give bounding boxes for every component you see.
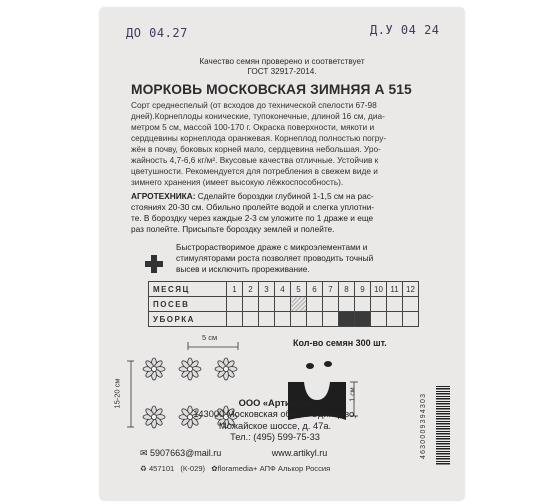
calendar-sowing-cell — [323, 297, 339, 312]
product-title: МОРКОВЬ МОСКОВСКАЯ ЗИМНЯЯ А 515 — [131, 82, 412, 97]
calendar-harvest-cell — [291, 312, 307, 327]
calendar-sowing-cell — [243, 297, 259, 312]
company-info — [140, 398, 410, 444]
calendar-harvest-cell — [387, 312, 403, 327]
footer-batch: (К-029) — [180, 464, 206, 473]
plus-line: высев и исключить прореживание. — [176, 264, 310, 274]
calendar-month-cell: 3 — [259, 282, 275, 297]
calendar-harvest-cell — [275, 312, 291, 327]
plus-icon — [144, 254, 164, 274]
calendar-row-harvest — [149, 312, 419, 327]
calendar-row-sowing — [149, 297, 419, 312]
calendar-sowing-cell — [355, 297, 371, 312]
calendar-sowing-cell — [227, 297, 243, 312]
quality-line-1: Качество семян проверено и соответствует — [199, 57, 365, 66]
agrotechnics-block — [131, 191, 441, 235]
depth-label: 1 см — [349, 387, 357, 402]
calendar-label-harvest: УБОРКА — [149, 312, 227, 327]
barcode-number: 4630009394303 — [420, 392, 427, 460]
calendar-month-cell: 4 — [275, 282, 291, 297]
footer-code: 457101 — [148, 464, 175, 473]
company-phone: Тел.: (495) 599-75-33 — [230, 432, 320, 443]
recycle-icon: ♻ — [140, 464, 147, 473]
calendar-month-cell: 1 — [227, 282, 243, 297]
variety-description — [131, 100, 441, 188]
calendar-harvest-cell — [355, 312, 371, 327]
description-line: жайность 4,7-6,6 кг/м². Вкусовые качества отличные. Устойчив к — [131, 155, 379, 165]
calendar-label-sowing: ПОСЕВ — [149, 297, 227, 312]
calendar-label-month: МЕСЯЦ — [149, 282, 227, 297]
calendar-harvest-cell — [227, 312, 243, 327]
expiry-stamp: ДО 04.27 — [126, 26, 188, 40]
calendar-sowing-cell — [307, 297, 323, 312]
footer-brand: floramedia+ — [217, 464, 258, 473]
description-line: Сорт среднеспелый (от всходов до технической спелости 67-98 — [131, 100, 377, 110]
calendar-month-cell: 9 — [355, 282, 371, 297]
calendar-harvest-cell — [259, 312, 275, 327]
seed-count-value: 300 шт. — [355, 338, 387, 348]
brand-logo-icon: ✿ — [211, 464, 218, 473]
spacing-label: 5 см — [202, 333, 218, 342]
calendar-month-cell: 5 — [291, 282, 307, 297]
seed-packet-back — [100, 8, 464, 500]
company-name: ООО «Артикул» — [238, 398, 312, 408]
description-line: цветушности. Рекомендуется для потребления в свежем виде и — [131, 166, 378, 176]
calendar-month-cell: 10 — [371, 282, 387, 297]
calendar-month-cell: 8 — [339, 282, 355, 297]
agro-line: АГРОТЕХНИКА: Сделайте бороздки глубиной 1-1,5 см на рас- — [131, 191, 374, 201]
row-distance-label: 15-20 см — [112, 378, 122, 409]
company-contacts — [140, 448, 420, 459]
calendar-sowing-cell — [403, 297, 419, 312]
calendar-month-cell: 12 — [403, 282, 419, 297]
description-line: жён в почву, боковых корней мало, сердцевина небольшая. Уро- — [131, 144, 381, 154]
calendar-harvest-cell — [323, 312, 339, 327]
description-line: сердцевины корнеплода оранжевая. Корнеплод полностью погру- — [131, 133, 387, 143]
calendar-row-month — [149, 282, 419, 297]
calendar-harvest-cell — [403, 312, 419, 327]
description-line: дней).Корнеплоды конические, тупоконечные, длиной 16 см, диа- — [131, 111, 385, 121]
calendar-month-cell: 2 — [243, 282, 259, 297]
calendar-month-cell: 7 — [323, 282, 339, 297]
calendar-sowing-cell — [387, 297, 403, 312]
calendar-sowing-cell — [371, 297, 387, 312]
calendar-harvest-cell — [371, 312, 387, 327]
plus-text — [176, 242, 444, 275]
description-line: метром 5 см, массой 100-170 г. Окраска поверхности, мякоти и — [131, 122, 375, 132]
calendar-sowing-cell — [339, 297, 355, 312]
seed-count — [293, 338, 387, 348]
description-line: зимнего хранения (имеет высокую лёжкоспособность). — [131, 177, 344, 187]
plus-line: Быстрорастворимое драже с микроэлементами и — [176, 242, 368, 252]
calendar-sowing-cell — [259, 297, 275, 312]
agro-line: раз полейте. Присыпьте бороздку землей и полейте. — [131, 224, 335, 234]
footer-line — [140, 464, 420, 473]
agro-line: стояниях 20-30 см. Обильно пролейте водой и слегка уплотни- — [131, 202, 375, 212]
calendar-sowing-cell — [291, 297, 307, 312]
calendar-harvest-cell — [243, 312, 259, 327]
company-site: www.artikyl.ru — [271, 448, 328, 458]
seed-count-label: Кол-во семян — [293, 338, 354, 348]
calendar-sowing-cell — [275, 297, 291, 312]
quality-line-2: ГОСТ 32917-2014. — [247, 67, 317, 76]
calendar-harvest-cell — [307, 312, 323, 327]
calendar-harvest-cell — [339, 312, 355, 327]
agro-heading: АГРОТЕХНИКА: — [131, 191, 196, 201]
footer-partner: АПФ Алькор Россия — [259, 464, 331, 473]
calendar-month-cell: 11 — [387, 282, 403, 297]
company-address-2: Можайское шоссе, д. 47а. — [218, 420, 332, 431]
sowing-calendar — [148, 281, 419, 327]
calendar-month-cell: 6 — [307, 282, 323, 297]
company-email: ✉ 5907663@mail.ru — [140, 448, 222, 458]
barcode — [436, 386, 450, 466]
plus-line: стимуляторами роста позволяет проводить точный — [176, 253, 374, 263]
company-address-1: 143000 Московская обл., г. Одинцово, — [193, 409, 357, 420]
date-stamp: Д.У 04 24 — [370, 23, 440, 37]
agro-line: те. В бороздку через каждые 2-3 см уложите по 1 драже и еще — [131, 213, 374, 223]
